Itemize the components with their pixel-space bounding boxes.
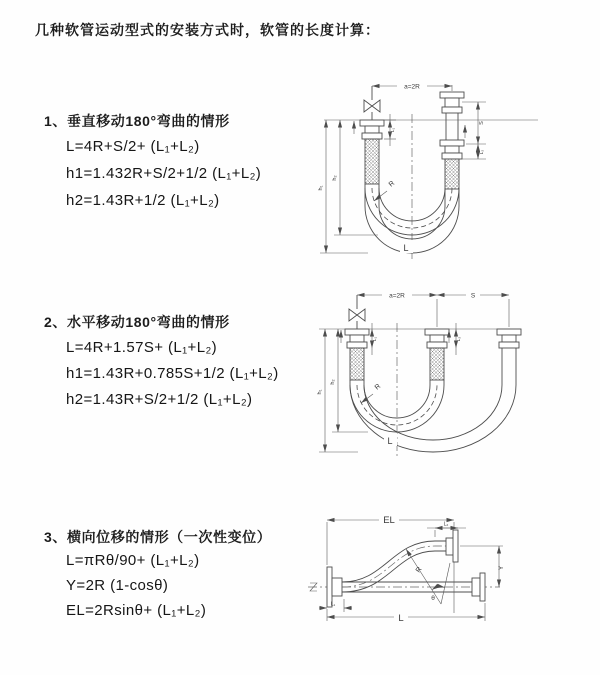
- formula-line: h1=1.43R+0.785S+1/2 (L₁+L₂): [66, 365, 279, 382]
- dim-label-a2r: a=2R: [404, 83, 420, 91]
- dim-label-l: L: [387, 436, 393, 446]
- radius-label-r: R: [414, 565, 424, 575]
- section-2-heading: 2、水平移动180°弯曲的情形: [44, 314, 230, 330]
- right-pipe: [440, 85, 464, 189]
- left-pipe: [360, 86, 384, 184]
- dim-label-el: EL: [383, 515, 395, 526]
- flange: [480, 573, 485, 601]
- flange: [440, 92, 464, 98]
- dim-label-h1: h₁: [317, 389, 323, 395]
- flange: [425, 329, 449, 335]
- angle-arc: [432, 587, 445, 590]
- braided-hose-section: [350, 348, 364, 380]
- dim-label-s: S: [479, 121, 485, 125]
- valve-icon: [372, 100, 380, 112]
- braided-hose-section: [445, 159, 459, 189]
- dimension-lines: [318, 80, 538, 253]
- angle-label-theta: θ: [431, 595, 435, 602]
- flange: [360, 120, 384, 126]
- formula-line: L=4R+1.57S+ (L₁+L₂): [66, 339, 218, 356]
- diagram-lateral-displacement: [300, 501, 600, 651]
- dim-label-h1: h₁: [318, 185, 324, 191]
- dim-label-l: L: [403, 243, 409, 253]
- flange: [345, 329, 369, 335]
- dim-label-l1: L₁: [391, 127, 396, 133]
- valve-icon: [357, 309, 365, 321]
- displaced-hose-position: [342, 530, 458, 592]
- construction-lines: [406, 549, 454, 613]
- formula-line: h2=1.43R+1/2 (L₁+L₂): [66, 192, 220, 209]
- formula-line: Y=2R (1-cosθ): [66, 577, 169, 594]
- dim-label-s: S: [470, 292, 476, 300]
- valve-icon: [349, 309, 357, 321]
- left-pipe: [345, 295, 369, 380]
- flange: [440, 140, 464, 146]
- hose-u-position-2: [350, 382, 516, 452]
- dim-label-l2: L₂: [480, 149, 485, 155]
- valve-icon: [364, 100, 372, 112]
- dim-label-y: Y: [498, 565, 505, 571]
- right-pipe: [497, 299, 521, 385]
- diagram-vertical-180-bend: [310, 74, 600, 264]
- dim-label-l: L: [398, 613, 404, 624]
- diagram-horizontal-180-bend: [310, 285, 600, 463]
- radius-line: [406, 549, 441, 604]
- dimension-lines: [317, 289, 521, 452]
- radius-label-r: R: [373, 382, 383, 392]
- dim-label-h2: h₂: [330, 379, 336, 385]
- flange: [499, 342, 519, 348]
- flange: [442, 107, 462, 113]
- dim-label-l2: L₂: [443, 521, 449, 528]
- formula-line: L=4R+S/2+ (L₁+L₂): [66, 138, 200, 155]
- dim-label-h2: h₂: [332, 175, 338, 181]
- dim-label-l1: L₁: [373, 336, 378, 342]
- formula-line: EL=2Rsinθ+ (L₁+L₂): [66, 602, 207, 619]
- dim-label-l2: L₂: [457, 336, 462, 342]
- radius-label-r: R: [387, 179, 397, 189]
- dimension-lines: [319, 512, 505, 624]
- flange: [347, 342, 367, 348]
- formula-line: L=πRθ/90+ (L₁+L₂): [66, 552, 200, 569]
- page-title: 几种软管运动型式的安装方式时，软管的长度计算：: [35, 22, 380, 38]
- dim-label-l1: L₁: [330, 601, 336, 608]
- section-1-heading: 1、垂直移动180°弯曲的情形: [44, 113, 230, 129]
- dim-label-a2r: a=2R: [389, 292, 405, 300]
- flange: [427, 342, 447, 348]
- braided-hose-section: [365, 139, 379, 184]
- formula-line: h1=1.432R+S/2+1/2 (L₁+L₂): [66, 165, 262, 182]
- flange: [497, 329, 521, 335]
- flange: [362, 133, 382, 139]
- middle-pipe: [425, 299, 449, 380]
- flange: [442, 153, 462, 159]
- braided-hose-section: [430, 348, 444, 380]
- formula-line: h2=1.43R+S/2+1/2 (L₁+L₂): [66, 391, 253, 408]
- flange: [453, 530, 458, 562]
- section-3-heading: 3、横向位移的情形（一次性变位）: [44, 529, 272, 545]
